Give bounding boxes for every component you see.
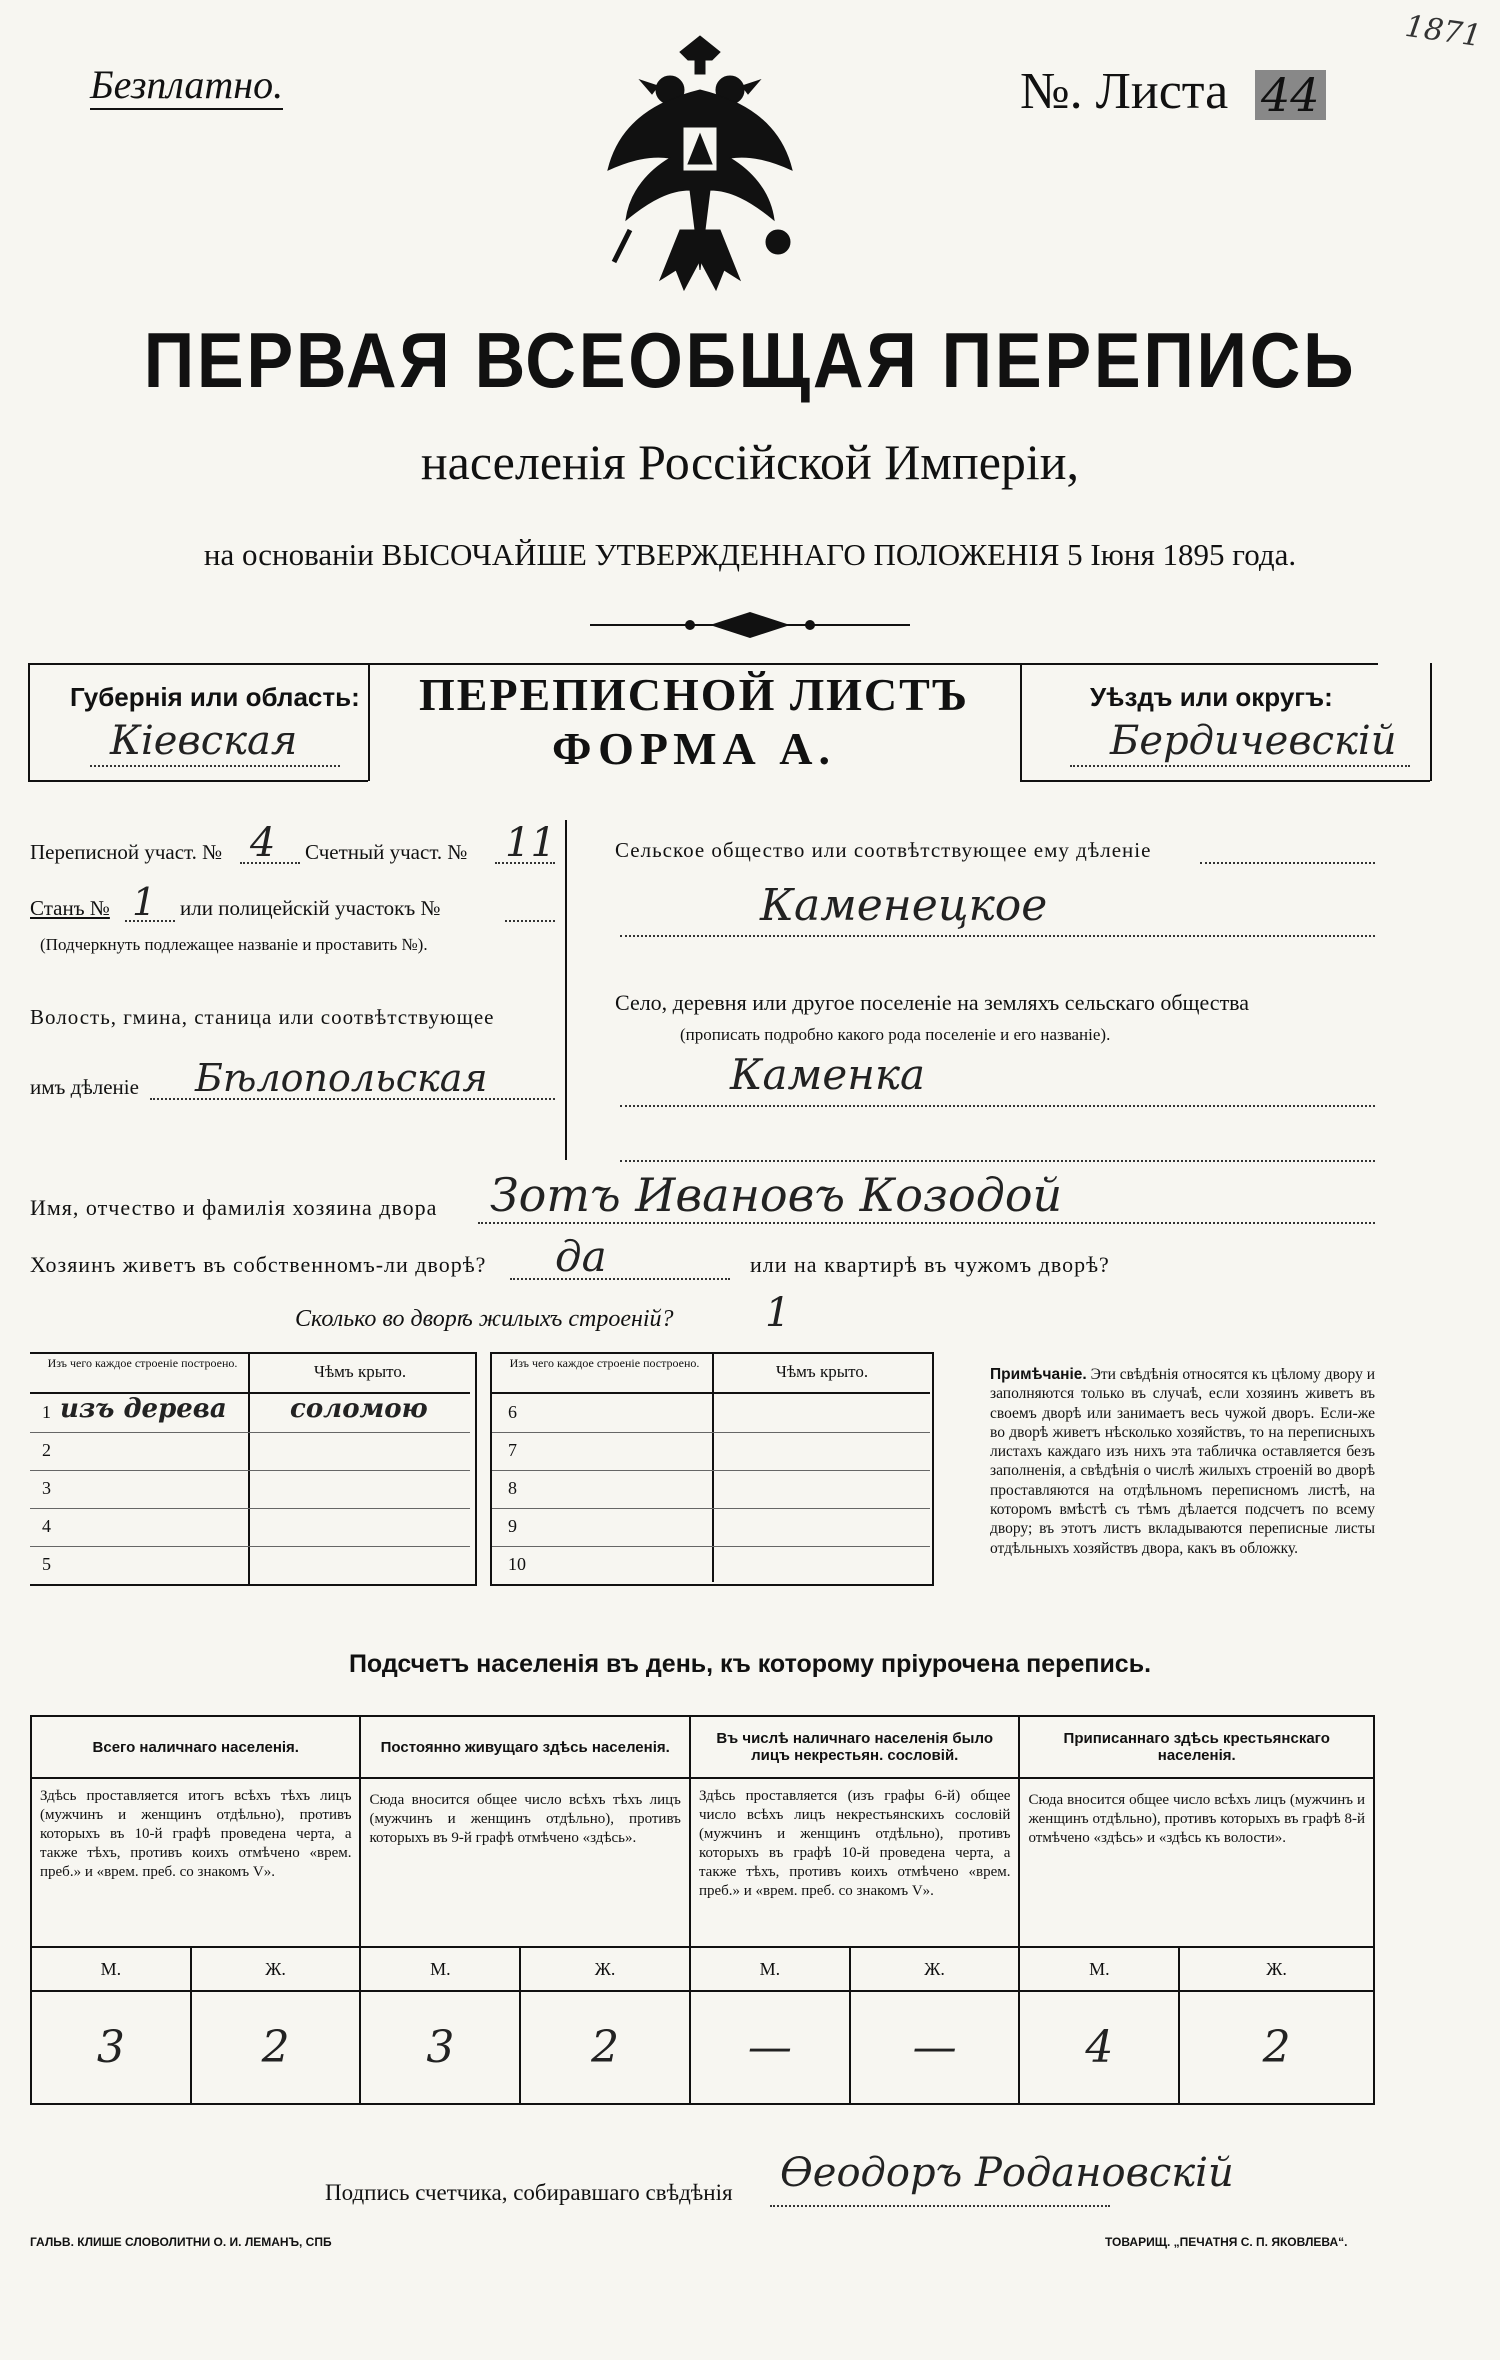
m-label: М.: [690, 1947, 850, 1991]
form-subtitle: ФОРМА А.: [552, 723, 836, 774]
value-registered-m: 4: [1019, 1991, 1179, 2104]
table-row: 4: [30, 1508, 470, 1547]
legal-basis: на основаніи ВЫСОЧАЙШЕ УТВЕРЖДЕННАГО ПОЛОЖЕНІЯ 5 Іюня 1895 года.: [203, 537, 1297, 572]
m-label: М.: [360, 1947, 520, 1991]
police-label: или полицейскій участокъ №: [180, 896, 441, 920]
village-value: Каменка: [730, 1050, 926, 1099]
printer-right: ТОВАРИЩ. „ПЕЧАТНЯ С. П. ЯКОВЛЕВА“.: [1105, 2235, 1348, 2249]
census-district-label: Переписной участ. №: [30, 840, 223, 864]
value-total-f: 2: [191, 1991, 361, 2104]
volost-label: Волость, гмина, станица или соотвѣтствующее: [30, 1005, 495, 1029]
gubernia-value: Кіевская: [110, 718, 298, 764]
value-permanent-m: 3: [360, 1991, 520, 2104]
roof-header: Чѣмъ крыто.: [775, 1362, 869, 1381]
value-total-m: 3: [31, 1991, 191, 2104]
col-header-total: Всего наличнаго населенія.: [31, 1716, 360, 1778]
count-district-label: Счетный участ. №: [305, 840, 468, 864]
table-row: 1 изъ дерева соломою: [30, 1394, 470, 1433]
society-label: Сельское общество или соотвѣтствующее ему дѣленіе: [615, 838, 1152, 862]
col-header-registered: Приписаннаго здѣсь крестьянскаго населенія.: [1019, 1716, 1374, 1778]
value-permanent-f: 2: [520, 1991, 690, 2104]
gubernia-label: Губернія или область:: [70, 682, 360, 712]
uezd-label: Уѣздъ или округъ:: [1090, 682, 1333, 712]
note-text: Эти свѣдѣнія относятся къ цѣлому двору и заполняются только въ случаѣ, если хозяинъ живетъ въ своемъ дворѣ или занимаетъ весь чужой дворъ. Если-же во дворѣ живетъ нѣсколько хозяйствъ, то на переписныхъ листахъ каждаго изъ нихъ эта табличка оставляется безъ заполненія, а свѣдѣнія о числѣ жилыхъ строеній во дворѣ проставляются на отдѣльномъ переписномъ листѣ, на которомъ вмѣстѣ съ тѣмъ дѣлается подсчетъ по всему двору; въ этотъ листъ вкладываются переписные листы отдѣльныхъ хозяйствъ двора, какъ въ обложку.: [990, 1366, 1376, 1557]
table-row: 9: [492, 1508, 930, 1547]
material-header: Изъ чего каждое строеніе построено.: [509, 1356, 700, 1370]
coat-of-arms-icon: [600, 30, 800, 300]
col-desc-total: Здѣсь проставляется итогъ всѣхъ тѣхъ лицъ (мужчинъ и женщинъ отдѣльно), противъ которыхъ въ 10-й графѣ проведена черта, а также тѣхъ, противъ коихъ отмѣчено «врем. преб.» и «врем. преб. со знакомъ V».: [31, 1778, 360, 1947]
stan-note: (Подчеркнуть подлежащее названіе и проставить №).: [40, 935, 428, 954]
summary-title: Подсчетъ населенія въ день, къ которому пріурочена перепись.: [348, 1650, 1152, 1678]
rented-label: или на квартирѣ въ чужомъ дворѣ?: [750, 1252, 1110, 1277]
table-row: 3: [30, 1470, 470, 1509]
signature-label: Подпись счетчика, собиравшаго свѣдѣнія: [325, 2180, 733, 2205]
m-label: М.: [31, 1947, 191, 1991]
page-subtitle: населенія Россійской Имперіи,: [420, 434, 1080, 490]
stan-value: 1: [132, 880, 157, 924]
own-yard-value: да: [555, 1232, 607, 1281]
col-desc-permanent: Сюда вносится общее число всѣхъ тѣхъ лицъ (мужчинъ и женщинъ отдѣльно), противъ которыхъ въ 9-й графѣ отмѣчено «здѣсь».: [360, 1778, 689, 1947]
note: [990, 1365, 1375, 1558]
corner-note: 1871: [1402, 8, 1484, 55]
f-label: Ж.: [191, 1947, 361, 1991]
table-row: 6: [492, 1394, 930, 1433]
col-desc-non-peasant: Здѣсь проставляется (изъ графы 6-й) общее число всѣхъ лицъ некрестьянскихъ сословій (мужчинъ и женщинъ отдѣльно), противъ которыхъ въ графѣ 10-й проведена черта, а также тѣхъ, противъ коихъ отмѣчено «врем. преб.» и «врем. преб. со знакомъ V».: [690, 1778, 1020, 1947]
own-yard-label: Хозяинъ живетъ въ собственномъ-ли дворѣ?: [30, 1252, 487, 1277]
buildings-label: Сколько во дворѣ жилыхъ строеній?: [295, 1306, 674, 1332]
page-title: ПЕРВАЯ ВСЕОБЩАЯ ПЕРЕПИСЬ: [143, 316, 1357, 404]
summary-table: [30, 1715, 1375, 2105]
buildings-table-left: [30, 1352, 477, 1586]
value-non-peasant-m: —: [690, 1991, 850, 2104]
material-header: Изъ чего каждое строеніе построено.: [47, 1356, 238, 1370]
uezd-value: Бердичевскій: [1110, 718, 1397, 764]
f-label: Ж.: [1179, 1947, 1374, 1991]
society-value: Каменецкое: [760, 880, 1048, 931]
value-non-peasant-f: —: [850, 1991, 1020, 2104]
value-registered-f: 2: [1179, 1991, 1374, 2104]
buildings-table-right: [490, 1352, 934, 1586]
form-title: ПЕРЕПИСНОЙ ЛИСТЪ: [418, 669, 970, 720]
f-label: Ж.: [850, 1947, 1020, 1991]
col-header-permanent: Постоянно живущаго здѣсь населенія.: [360, 1716, 689, 1778]
owner-name-value: Зотъ Ивановъ Козодой: [490, 1168, 1063, 1222]
f-label: Ж.: [520, 1947, 690, 1991]
buildings-value: 1: [765, 1290, 791, 1336]
ornament-icon: [590, 610, 910, 640]
village-label: Село, деревня или другое поселеніе на земляхъ сельскаго общества: [615, 990, 1250, 1015]
sheet-number-value: 44: [1255, 70, 1326, 120]
volost-label-2: имъ дѣленіе: [30, 1075, 139, 1099]
m-label: М.: [1019, 1947, 1179, 1991]
table-row: 7: [492, 1432, 930, 1471]
printer-left: ГАЛЬВ. КЛИШЕ СЛОВОЛИТНИ О. И. ЛЕМАНЪ, СПБ: [30, 2235, 332, 2249]
stan-label: Станъ №: [30, 896, 110, 920]
free-label: Безплатно.: [90, 62, 283, 110]
col-desc-registered: Сюда вносится общее число всѣхъ лицъ (мужчинъ и женщинъ отдѣльно), противъ которыхъ въ графѣ 8-й отмѣчено «здѣсь» и «здѣсь къ волости».: [1019, 1778, 1374, 1947]
owner-name-label: Имя, отчество и фамилія хозяина двора: [30, 1195, 438, 1220]
note-title: Примѣчаніе.: [990, 1366, 1087, 1383]
count-district-value: 11: [505, 820, 556, 866]
volost-value: Бѣлопольская: [195, 1056, 488, 1100]
village-note: (прописать подробно какого рода поселеніе и его названіе).: [680, 1025, 1111, 1044]
signature-value: Өеодоръ Родановскій: [780, 2150, 1234, 2196]
sheet-number-label: №. Листа: [1020, 63, 1229, 120]
census-district-value: 4: [250, 820, 276, 866]
table-row: 5: [42, 1554, 51, 1574]
roof-header: Чѣмъ крыто.: [313, 1362, 407, 1381]
table-row: 10: [508, 1554, 526, 1574]
table-row: 2: [30, 1432, 470, 1471]
col-header-non-peasant: Въ числѣ наличнаго населенія было лицъ некрестьян. сословій.: [690, 1716, 1020, 1778]
table-row: 8: [492, 1470, 930, 1509]
